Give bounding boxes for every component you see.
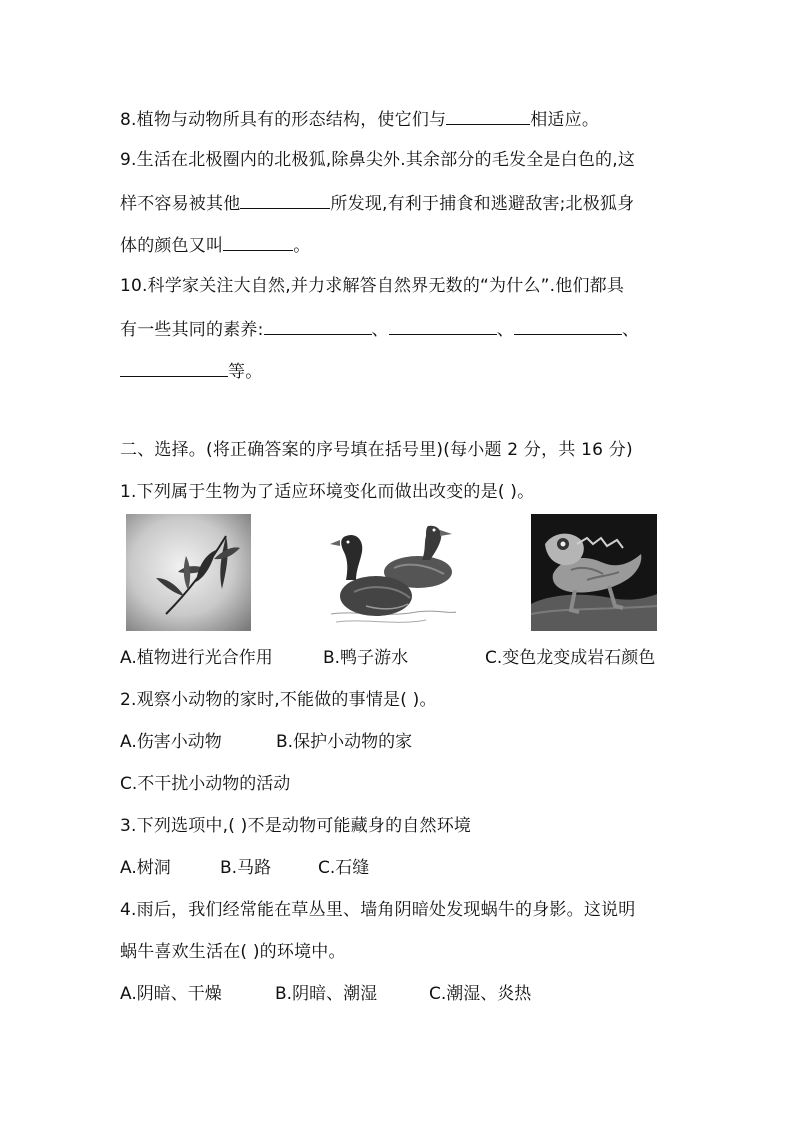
answer-blank[interactable] xyxy=(514,318,622,335)
question-10-text-end: 等。 xyxy=(228,362,263,382)
separator: 、 xyxy=(621,320,640,340)
question-9-text: 样不容易被其他 xyxy=(120,194,241,214)
choice-option-b[interactable]: B.鸭子游水 xyxy=(323,648,409,668)
question-9-line-1: 9.生活在北极圈内的北极狐,除鼻尖外.其余部分的毛发全是白色的,这 xyxy=(120,150,636,170)
question-8 xyxy=(120,108,599,130)
choice-question-3: 3.下列选项中,( )不是动物可能藏身的自然环境 xyxy=(120,816,472,836)
question-9-line-3 xyxy=(120,234,310,256)
choice-option-a[interactable]: A.树洞 xyxy=(120,858,171,878)
question-8-text-end: 相适应。 xyxy=(530,110,600,130)
plant-photo xyxy=(126,514,251,631)
separator: 、 xyxy=(496,320,514,340)
chameleon-photo xyxy=(531,514,657,631)
choice-question-4-line-2: 蜗牛喜欢生活在( )的环境中。 xyxy=(120,942,346,962)
separator: 、 xyxy=(371,320,389,340)
choice-option-c[interactable]: C.不干扰小动物的活动 xyxy=(120,774,291,794)
choice-option-b[interactable]: B.保护小动物的家 xyxy=(276,732,413,752)
choice-option-c[interactable]: C.变色龙变成岩石颜色 xyxy=(485,648,656,668)
section-heading: 二、选择。(将正确答案的序号填在括号里)(每小题 2 分，共 16 分) xyxy=(120,440,633,460)
question-10-line-2 xyxy=(120,318,639,340)
answer-blank[interactable] xyxy=(264,318,372,335)
question-8-text: 8.植物与动物所具有的形态结构，使它们与 xyxy=(120,110,447,130)
answer-blank[interactable] xyxy=(446,108,530,125)
answer-blank[interactable] xyxy=(389,318,497,335)
choice-question-4-line-1: 4.雨后，我们经常能在草丛里、墙角阴暗处发现蜗牛的身影。这说明 xyxy=(120,900,636,920)
question-9-text-end: 。 xyxy=(293,236,311,256)
choice-option-b[interactable]: B.阴暗、潮湿 xyxy=(275,984,378,1004)
ducks-photo xyxy=(326,514,458,631)
choice-option-c[interactable]: C.潮湿、炎热 xyxy=(429,984,532,1004)
answer-blank[interactable] xyxy=(120,360,228,377)
question-9-line-2 xyxy=(120,192,634,214)
choice-option-a[interactable]: A.伤害小动物 xyxy=(120,732,222,752)
question-10-line-1: 10.科学家关注大自然,并力求解答自然界无数的“为什么”.他们都具 xyxy=(120,276,625,296)
choice-option-c[interactable]: C.石缝 xyxy=(318,858,370,878)
question-10-line-3 xyxy=(120,360,262,382)
choice-option-a[interactable]: A.植物进行光合作用 xyxy=(120,648,273,668)
choice-option-b[interactable]: B.马路 xyxy=(220,858,272,878)
answer-blank[interactable] xyxy=(240,192,330,209)
question-10-text: 有一些其同的素养: xyxy=(120,320,264,340)
question-9-text-cont: 所发现,有利于捕食和逃避敌害;北极狐身 xyxy=(330,194,635,214)
question-9-text-2: 体的颜色又叫 xyxy=(120,236,224,256)
choice-question-2: 2.观察小动物的家时,不能做的事情是( )。 xyxy=(120,690,437,710)
choice-option-a[interactable]: A.阴暗、干燥 xyxy=(120,984,222,1004)
answer-blank[interactable] xyxy=(223,234,293,251)
choice-question-1: 1.下列属于生物为了适应环境变化而做出改变的是( )。 xyxy=(120,482,535,502)
